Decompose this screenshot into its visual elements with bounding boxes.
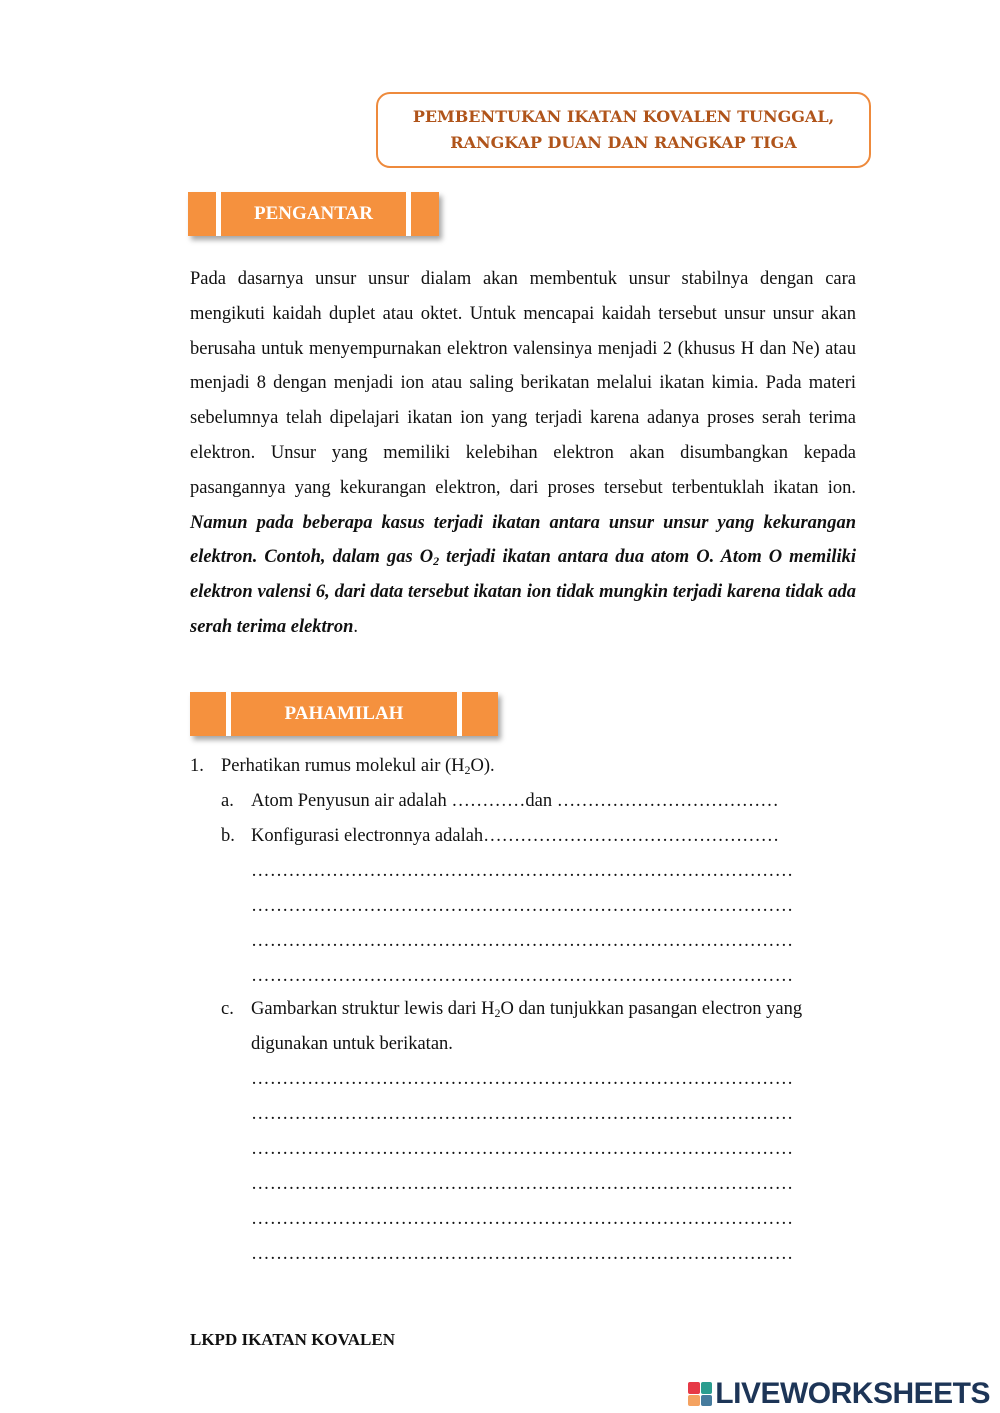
intro-paragraph (190, 262, 856, 645)
answer-line[interactable]: …………………………………………………………………………… (251, 1209, 794, 1229)
section-banner-pengantar (188, 192, 439, 236)
answer-line[interactable]: …………………………………………………………………………… (251, 1174, 794, 1194)
intro-text: Pada dasarnya unsur unsur dialam akan membentuk unsur stabilnya dengan cara mengikuti kaidah duplet atau oktet. Untuk mencapai kaidah tersebut unsur unsur akan berusaha untuk menyempurnakan elektron valensinya menjadi 2 (khusus H dan Ne) atau menjadi 8 dengan menjadi ion atau saling berikatan melalui ikatan kimia. Pada materi sebelumnya telah dipelajari ikatan ion yang terjadi karena adanya proses serah terima elektron. Unsur yang memiliki kelebihan elektron akan disumbangkan kepada pasangannya yang kekurangan elektron, dari proses tersebut terbentuklah ikatan ion. (190, 269, 856, 498)
intro-end: . (353, 616, 359, 637)
answer-line[interactable]: …………………………………………………………………………… (251, 931, 794, 951)
answer-line[interactable]: …………………………………………………………………………… (251, 1139, 794, 1159)
title-line-2: RANGKAP DUAN DAN RANGKAP TIGA (450, 133, 797, 152)
worksheet-title (376, 92, 871, 168)
answer-line[interactable]: …………………………………………………………………………… (251, 1104, 794, 1124)
answer-line[interactable]: …………………………………………………………………………… (251, 966, 794, 986)
title-line-1: PEMBENTUKAN IKATAN KOVALEN TUNGGAL, (412, 107, 835, 126)
liveworksheets-logo (688, 1378, 990, 1410)
answer-line[interactable]: …………………………………………………………………………… (251, 896, 794, 916)
item-a-label: a. (221, 791, 234, 811)
answer-line[interactable]: …………………………………………………………………………… (251, 1069, 794, 1089)
question-text: Perhatikan rumus molekul air $(H_2O)$. (221, 756, 495, 777)
logo-mark-icon (688, 1382, 712, 1406)
intro-emphasis-2: terjadi ikatan antara dua atom O. Atom O memiliki elektron valensi 6, dari data tersebut ikatan ion tidak mungkin terjadi karena tidak ada serah terima elektron (190, 547, 856, 637)
logo-text: LIVEWORKSHEETS (715, 1377, 990, 1410)
footer-label: LKPD IKATAN KOVALEN (190, 1330, 395, 1349)
item-a-text[interactable]: Atom Penyusun air adalah …………dan ……………………………… (251, 791, 779, 811)
intro-emphasis-1: Namun pada beberapa kasus terjadi ikatan antara unsur unsur yang kekurangan elektron. Contoh, dalam gas O (190, 512, 856, 568)
question-number: 1. (190, 756, 204, 776)
section-title-pahamilah: PAHAMILAH (284, 703, 404, 724)
item-c-text-cont: digunakan untuk berikatan. (251, 1034, 453, 1054)
item-c-text: Gambarkan struktur lewis dari $H_2O$ dan tunjukkan pasangan electron yang (251, 999, 803, 1020)
answer-line[interactable]: …………………………………………………………………………… (251, 1244, 794, 1264)
intro-subscript: 2 (433, 554, 440, 569)
section-banner-pahamilah (190, 692, 498, 736)
section-title-pengantar: PENGANTAR (254, 203, 373, 224)
item-c-label: c. (221, 999, 234, 1019)
item-b-label: b. (221, 826, 235, 846)
answer-line[interactable]: …………………………………………………………………………… (251, 861, 794, 881)
item-b-text[interactable]: Konfigurasi electronnya adalah………………………………………… (251, 826, 780, 846)
